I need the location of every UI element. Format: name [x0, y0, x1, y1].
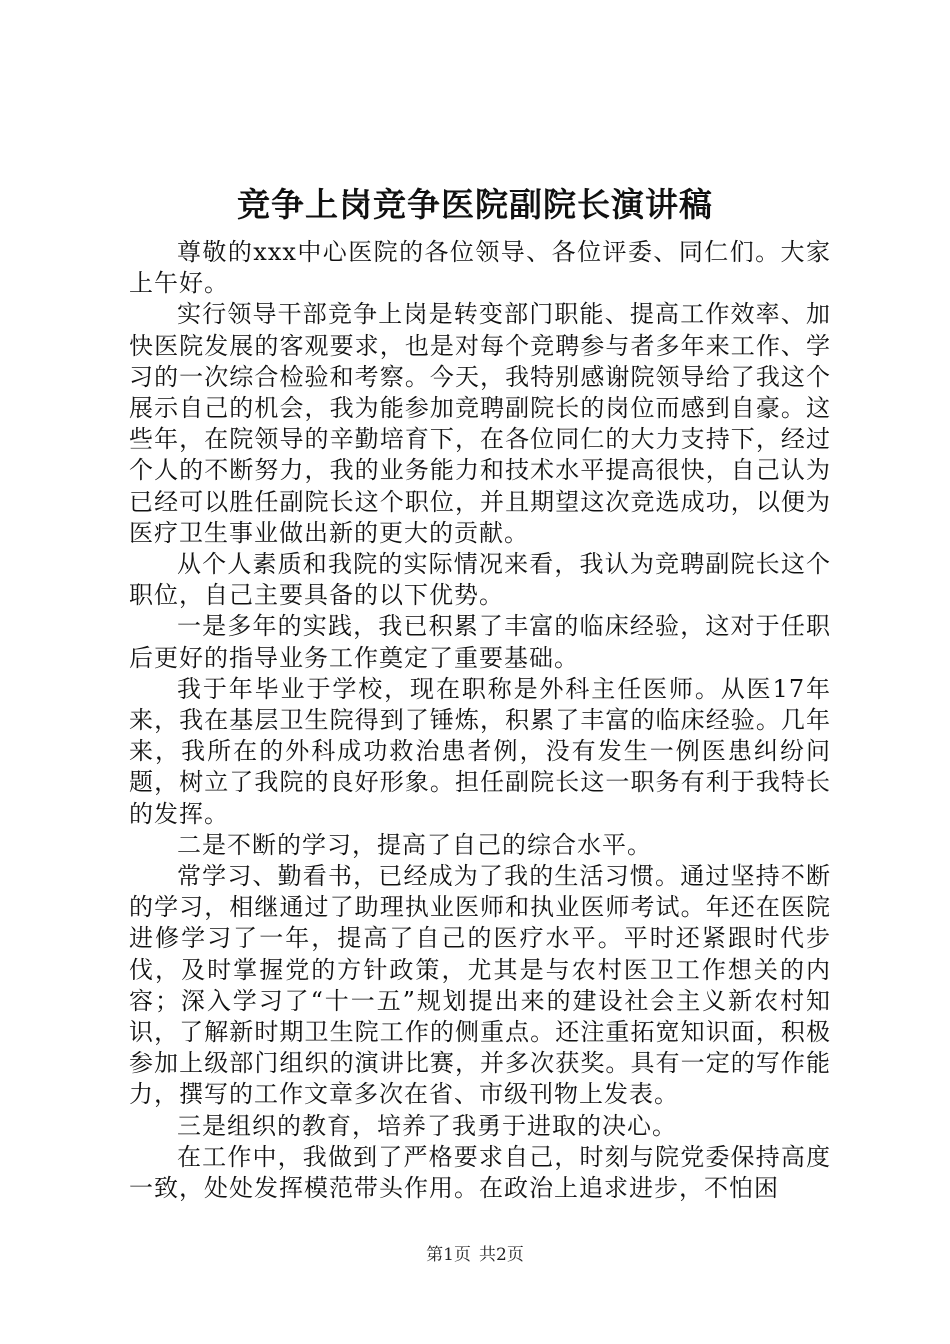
document-title: 竞争上岗竞争医院副院长演讲稿	[237, 185, 713, 224]
paragraph-point-one-detail: 我于年毕业于学校，现在职称是外科主任医师。从医17年来，我在基层卫生院得到了锤炼，积累了丰富的临床经验。几年来，我所在的外科成功救治患者例，没有发生一例医患纠纷问题，树立了我院的良好形象。担任副院长这一职务有利于我特长的发挥。	[129, 674, 831, 828]
paragraph-introduction: 实行领导干部竞争上岗是转变部门职能、提高工作效率、加快医院发展的客观要求，也是对每个竞聘参与者多年来工作、学习的一次综合检验和考察。今天，我特别感谢院领导给了我这个展示自己的机会，我为能参加竞聘副院长的岗位而感到自豪。这些年，在院领导的辛勤培育下，在各位同仁的大力支持下，经过个人的不断努力，我的业务能力和技术水平提高很快，自己认为已经可以胜任副院长这个职位，并且期望这次竞选成功，以便为医疗卫生事业做出新的更大的贡献。	[129, 300, 831, 547]
paragraph-point-two: 二是不断的学习，提高了自己的综合水平。	[177, 830, 652, 859]
page-footer	[0, 1244, 950, 1266]
page-number: 第1页	[426, 1245, 471, 1265]
paragraph-advantages-intro: 从个人素质和我院的实际情况来看，我认为竞聘副院长这个职位，自己主要具备的以下优势。	[129, 550, 831, 610]
paragraph-point-three-detail: 在工作中，我做到了严格要求自己，时刻与院党委保持高度一致，处处发挥模范带头作用。在政治上追求进步，不怕困	[129, 1142, 831, 1203]
paragraph-point-three: 三是组织的教育，培养了我勇于进取的决心。	[177, 1111, 677, 1140]
document-body	[129, 237, 831, 1204]
page-total: 共2页	[479, 1245, 524, 1265]
paragraph-greeting: 尊敬的xxx中心医院的各位领导、各位评委、同仁们。大家上午好。	[129, 238, 831, 298]
paragraph-point-two-detail: 常学习、勤看书，已经成为了我的生活习惯。通过坚持不断的学习，相继通过了助理执业医师和执业医师考试。年还在医院进修学习了一年，提高了自己的医疗水平。平时还紧跟时代步伐，及时掌握党的方针政策，尤其是与农村医卫工作想关的内容；深入学习了“十一五”规划提出来的建设社会主义新农村知识，了解新时期卫生院工作的侧重点。还注重拓宽知识面，积极参加上级部门组织的演讲比赛，并多次获奖。具有一定的写作能力，撰写的工作文章多次在省、市级刊物上发表。	[129, 862, 831, 1109]
paragraph-point-one: 一是多年的实践，我已积累了丰富的临床经验，这对于任职后更好的指导业务工作奠定了重要基础。	[129, 612, 831, 672]
